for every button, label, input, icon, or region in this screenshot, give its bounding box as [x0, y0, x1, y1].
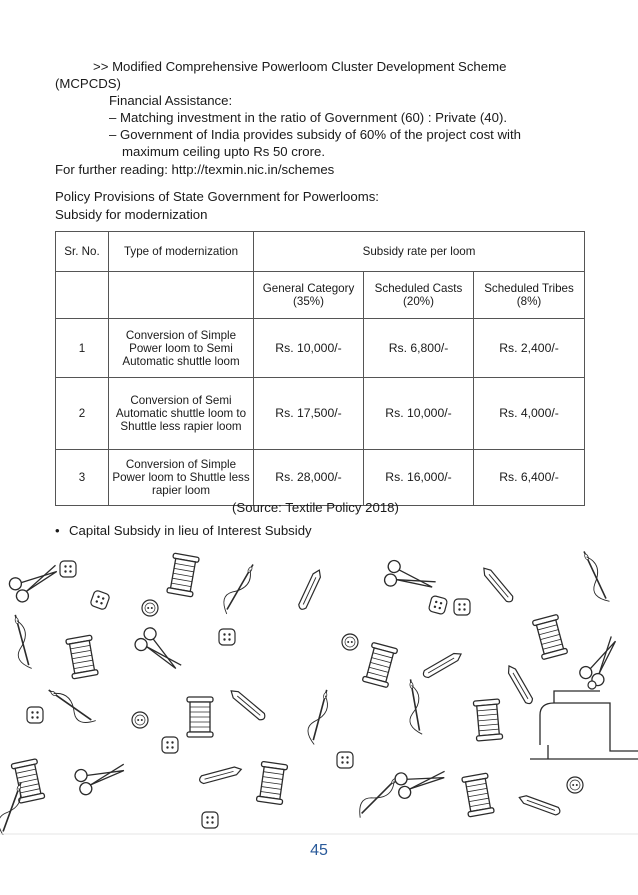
row-sc: Rs. 6,800/- [364, 319, 474, 378]
row-type: Conversion of Simple Power loom to Semi Automatic shuttle loom [109, 319, 254, 378]
subsidy-table [55, 231, 585, 506]
header-type: Type of modernization [109, 232, 254, 272]
bullet-text: Capital Subsidy in lieu of Interest Subsidy [69, 523, 312, 538]
source-caption: (Source: Textile Policy 2018) [232, 500, 399, 515]
scheme-acronym: (MCPCDS) [55, 76, 121, 91]
subheader-scheduled-casts: Scheduled Casts (20%) [364, 272, 474, 319]
row-sr: 1 [56, 319, 109, 378]
table-row [56, 378, 585, 450]
subsidy-item-continued: maximum ceiling upto Rs 50 crore. [122, 144, 326, 159]
row-type: Conversion of Simple Power loom to Shuttle less rapier loom [109, 450, 254, 506]
scheme-title-line: >> Modified Comprehensive Powerloom Cluster Development Scheme [93, 59, 507, 74]
further-reading-line: For further reading: http://texmin.nic.in/schemes [55, 162, 335, 177]
row-sr: 2 [56, 378, 109, 450]
row-st: Rs. 4,000/- [474, 378, 585, 450]
subheader-scheduled-tribes: Scheduled Tribes (8%) [474, 272, 585, 319]
table-header-row [56, 232, 585, 272]
row-general: Rs. 10,000/- [254, 319, 364, 378]
sewing-machine-icon [530, 681, 638, 759]
sewing-pattern-illustration [0, 545, 638, 835]
table-subheader-row [56, 272, 585, 319]
subsidy-item: – Government of India provides subsidy of 60% of the project cost with [109, 127, 521, 142]
row-type: Conversion of Semi Automatic shuttle loom to Shuttle less rapier loom [109, 378, 254, 450]
row-sc: Rs. 10,000/- [364, 378, 474, 450]
header-sr-no: Sr. No. [56, 232, 109, 272]
row-st: Rs. 6,400/- [474, 450, 585, 506]
row-general: Rs. 28,000/- [254, 450, 364, 506]
subsidy-modernization-heading: Subsidy for modernization [55, 207, 208, 222]
row-general: Rs. 17,500/- [254, 378, 364, 450]
empty-cell [109, 272, 254, 319]
table-row [56, 319, 585, 378]
subheader-general: General Category (35%) [254, 272, 364, 319]
header-subsidy-rate: Subsidy rate per loom [254, 232, 585, 272]
row-sr: 3 [56, 450, 109, 506]
bullet-glyph: • [55, 523, 60, 538]
bullet-item [55, 523, 312, 539]
row-sc: Rs. 16,000/- [364, 450, 474, 506]
empty-cell [56, 272, 109, 319]
table-row [56, 450, 585, 506]
policy-provisions-heading: Policy Provisions of State Government for Powerlooms: [55, 189, 379, 204]
page-number: 45 [310, 842, 328, 859]
matching-investment-item: – Matching investment in the ratio of Government (60) : Private (40). [109, 110, 508, 125]
row-st: Rs. 2,400/- [474, 319, 585, 378]
financial-assistance-heading: Financial Assistance: [109, 93, 233, 108]
